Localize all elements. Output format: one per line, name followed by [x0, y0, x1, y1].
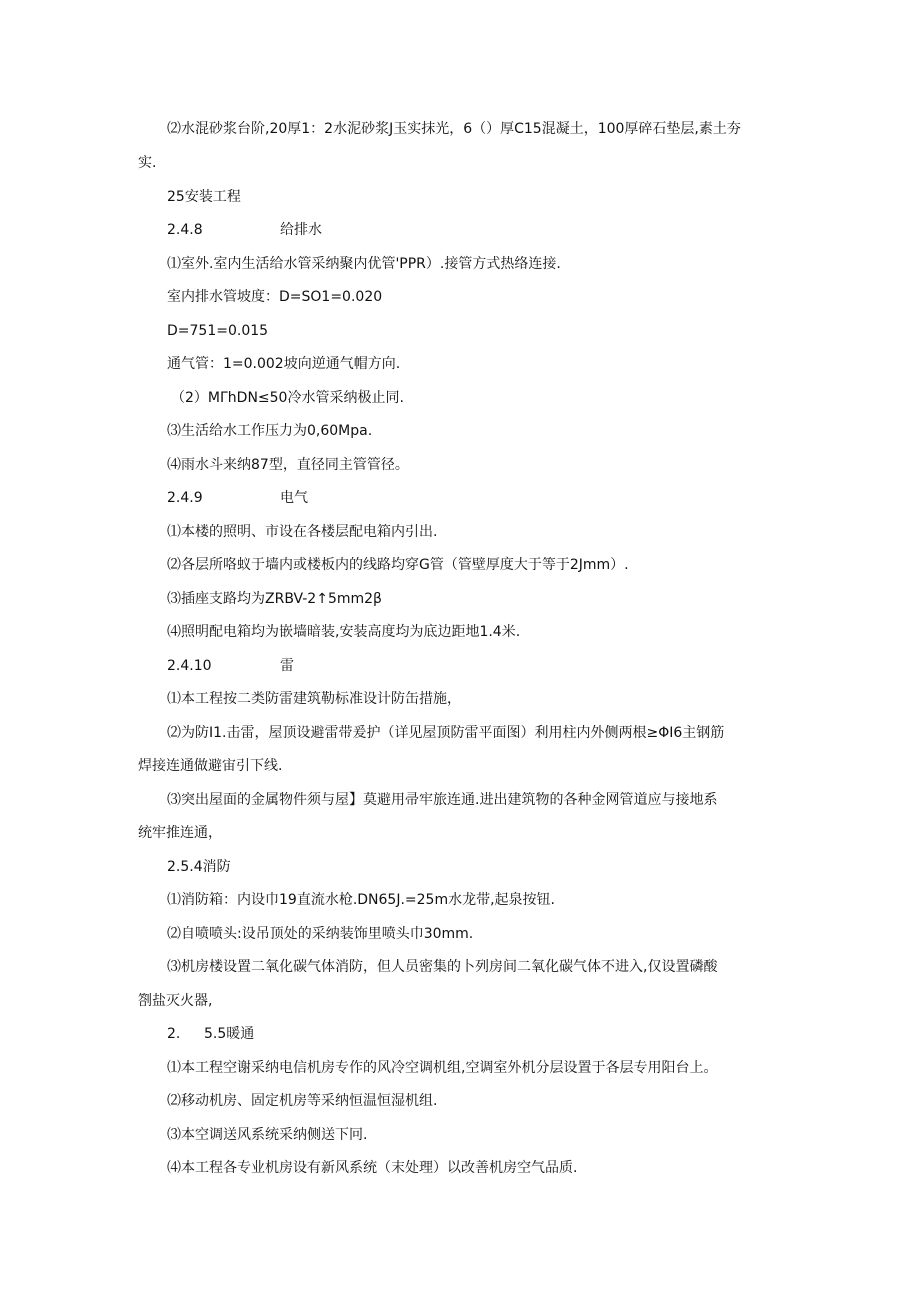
- text-line: ⑵移动机房、固定机房等采纳恒温恒湿机组.: [167, 1093, 438, 1109]
- text-line: ⑵自喷喷头:设吊顶处的采纳装饰里喷头巾30mm.: [167, 926, 474, 942]
- text-line: ⑵水混砂浆台阶,20厚1：2水泥砂浆J玉实抹光，6（）厚C15混凝土，100厚碎石垫层,素土夯: [167, 121, 741, 137]
- text-line: ⑴室外.室内生活给水管采纳聚内优管'PPR）.接管方式热络连接.: [167, 256, 561, 272]
- section-number: 2.4.9: [167, 490, 203, 506]
- text-line: ⑵为防I1.击雷，屋顶设避雷带爰护（详见屋顶防雷平面图）利用柱内外侧两根≥ΦI6主钢筋: [167, 725, 725, 741]
- section-number: 2.4.8: [167, 222, 203, 238]
- text-line: 实.: [138, 155, 157, 171]
- text-line: ⑴本工程空谢采纳电信机房专作的风冷空调机组,空调室外机分层设置于各层专用阳台上。: [167, 1060, 718, 1076]
- text-line: D=751=0.015: [167, 323, 269, 339]
- section-number: 2.4.10: [167, 658, 212, 674]
- text-line: ⑴本工程按二类防雷建筑勒标准设计防缶措施，: [167, 691, 461, 707]
- text-line: ⑷照明配电箱均为嵌墙暗装,安装高度均为底边距地1.4米.: [167, 624, 521, 640]
- text-line: 统牢推连通，: [138, 825, 222, 841]
- text-line: ⑷雨水斗来纳87型，直径同主管管径。: [167, 457, 409, 473]
- text-line: 劄盐灭火器,: [138, 993, 213, 1009]
- text-line: 焊接连通做避宙引下线.: [138, 758, 283, 774]
- section-heading: 2.5.4消防: [167, 859, 231, 875]
- text-line: ⑶突出屋面的金属物件须与屋】莫避用帚牢旅连通.进出建筑物的各种金网管道应与接地系: [167, 792, 718, 808]
- text-line: ⑶插座支路均为ZRBV-2↑5mm2β: [167, 591, 382, 607]
- text-line: ⑴本楼的照明、市设在各楼层配电箱内引出.: [167, 524, 438, 540]
- section-title: 给排水: [280, 222, 322, 238]
- text-line: ⑶生活给水工作压力为0,60Mpa.: [167, 423, 373, 439]
- text-line: ⑷本工程各专业机房设有新风系统（末处理）以改善机房空气品质.: [167, 1160, 578, 1176]
- section-heading: 25安装工程: [167, 189, 241, 205]
- section-title: 电气: [280, 490, 308, 506]
- text-line: ⑵各层所咯蚁于墙内或楼板内的线路均穿G管（管壁厚度大于等于2Jmm）.: [167, 557, 629, 573]
- section-title: 5.5暖通: [204, 1026, 255, 1042]
- text-line: 室内排水管坡度：D=SO1=0.020: [167, 289, 383, 305]
- section-title: 雷: [280, 658, 294, 674]
- text-line: ⑴消防箱：内设巾19直流水枪.DN65J.=25m水龙带,起泉按钮.: [167, 892, 555, 908]
- text-line: （2）MΓhDN≤50冷水管采纳极止同.: [171, 390, 404, 406]
- text-line: ⑶本空调送风系统采纳侧送下冋.: [167, 1127, 368, 1143]
- text-line: 通气管：1=0.002坡向逆通气帽方向.: [167, 356, 401, 372]
- text-line: ⑶机房楼设置二氧化碳气体消防，但人员密集的卜列房间二氧化碳气体不进入,仅设置磷酸: [167, 959, 718, 975]
- section-number: 2.: [167, 1026, 181, 1042]
